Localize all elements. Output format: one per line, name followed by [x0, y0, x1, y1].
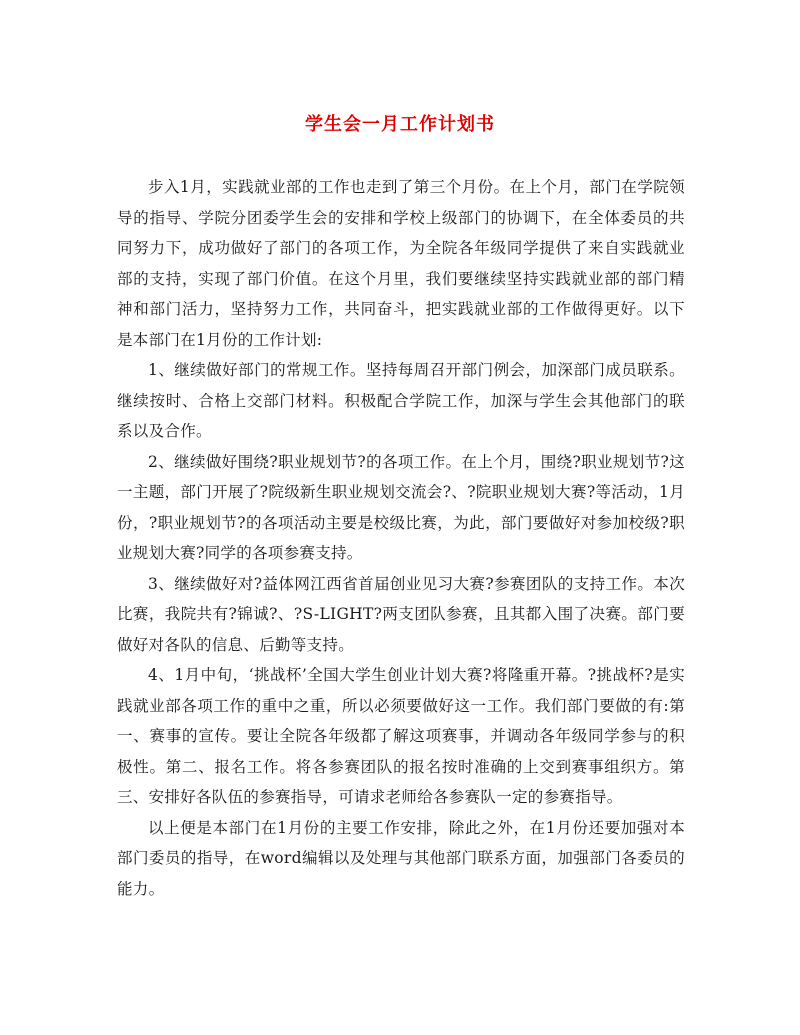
paragraph-item-4: 4、1月中旬，‘挑战杯’全国大学生创业计划大赛?将隆重开幕。?挑战杯?是实践就业部各项工作的重中之重，所以必须要做好这一工作。我们部门要做的有:第一、赛事的宣传。要让全院各年级都了解这项赛事，并调动各年级同学参与的积极性。第二、报名工作。将各参赛团队的报名按时准确的上交到赛事组织方。第三、安排好各队伍的参赛指导，可请求老师给各参赛队一定的参赛指导。 [117, 666, 685, 806]
paragraph-intro: 步入1月，实践就业部的工作也走到了第三个月份。在上个月，部门在学院领导的指导、学院分团委学生会的安排和学校上级部门的协调下，在全体委员的共同努力下，成功做好了部门的各项工作，为全院各年级同学提供了来自实践就业部的支持，实现了部门价值。在这个月里，我们要继续坚持实践就业部的部门精神和部门活力，坚持努力工作，共同奋斗，把实践就业部的工作做得更好。以下是本部门在1月份的工作计划: [117, 178, 685, 349]
document-title: 学生会一月工作计划书 [305, 114, 495, 135]
paragraph-item-2: 2、继续做好围绕?职业规划节?的各项工作。在上个月，围绕?职业规划节?这一主题，部门开展了?院级新生职业规划交流会?、?院职业规划大赛?等活动，1月份，?职业规划节?的各项活动主要是校级比赛，为此，部门要做好对参加校级?职业规划大赛?同学的各项参赛支持。 [117, 452, 685, 562]
document-body [117, 172, 685, 904]
paragraph-conclusion: 以上便是本部门在1月份的主要工作安排，除此之外，在1月份还要加强对本部门委员的指导，在word编辑以及处理与其他部门联系方面，加强部门各委员的能力。 [117, 818, 685, 898]
paragraph-item-3: 3、继续做好对?益体网江西省首届创业见习大赛?参赛团队的支持工作。本次比赛，我院共有?锦诚?、?S-LIGHT?两支团队参赛，且其都入围了决赛。部门要做好对各队的信息、后勤等支持。 [117, 574, 685, 654]
paragraph-item-1: 1、继续做好部门的常规工作。坚持每周召开部门例会，加深部门成员联系。继续按时、合格上交部门材料。积极配合学院工作，加深与学生会其他部门的联系以及合作。 [117, 361, 685, 440]
